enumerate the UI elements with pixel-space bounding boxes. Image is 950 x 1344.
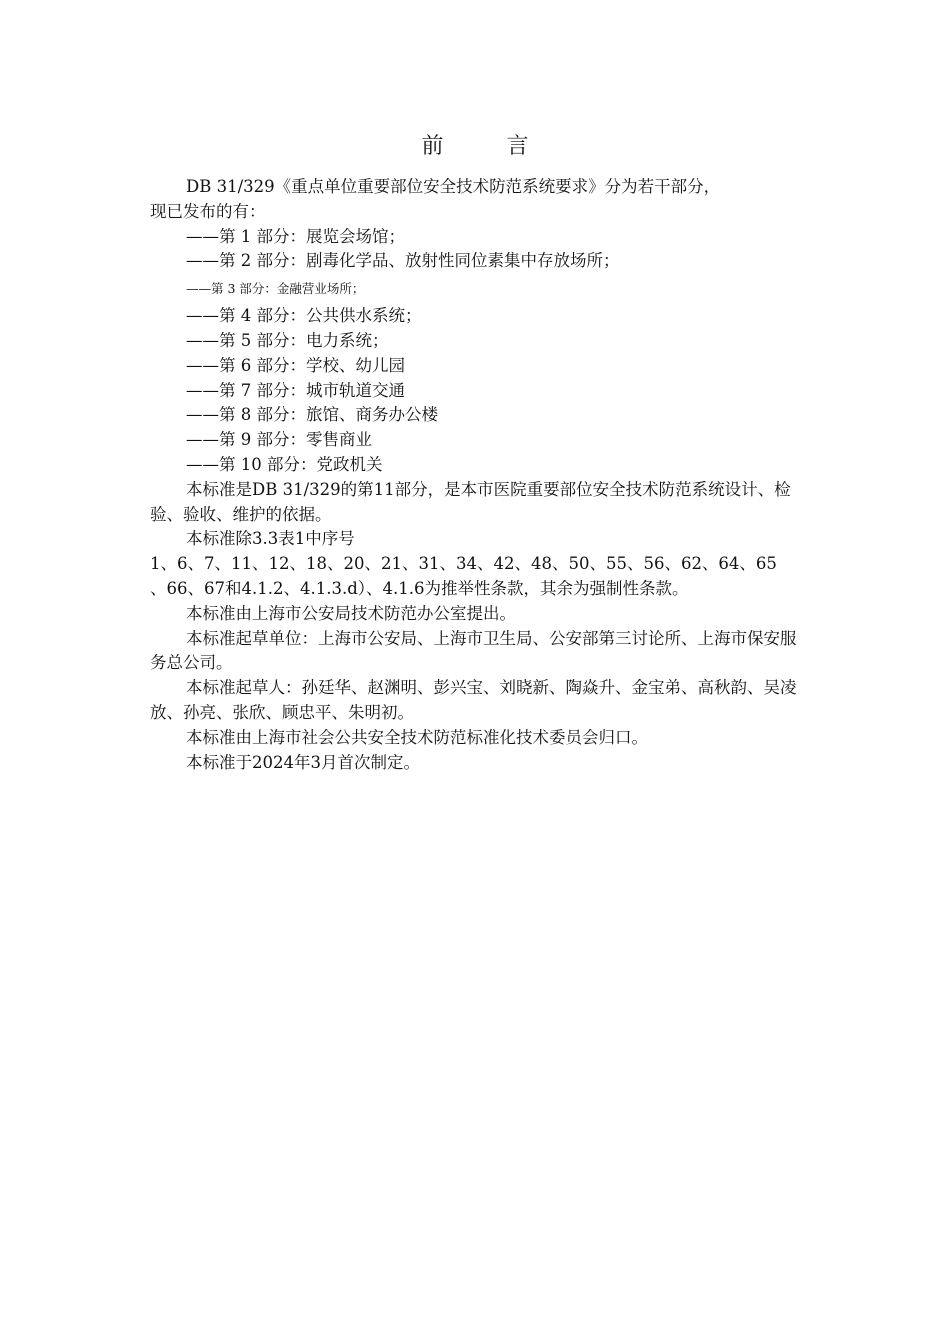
para-proposer: 本标准由上海市公安局技术防范办公室提出。 <box>186 603 516 623</box>
intro-line-2: 现已发布的有： <box>150 201 266 221</box>
part-item-5: ——第 5 部分：电力系统； <box>186 330 389 350</box>
para-clauses-line-1: 本标准除3.3表1中序号 <box>186 529 355 549</box>
para-first-issue: 本标准于2024年3月首次制定。 <box>186 752 420 772</box>
para-drafting-units: 本标准起草单位：上海市公安局、上海市卫生局、公安部第三讨论所、上海市保安服务总公司。 <box>150 628 797 673</box>
part-item-10: ——第 10 部分：党政机关 <box>186 454 383 474</box>
part-item-1: ——第 1 部分：展览会场馆； <box>186 226 405 246</box>
part-item-3: ——第 3 部分：金融营业场所； <box>186 281 365 297</box>
page-title: 前 言 <box>421 134 557 159</box>
para-drafters: 本标准起草人：孙廷华、赵渊明、彭兴宝、刘晓新、陶焱升、金宝弟、高秋韵、吴凌放、孙亮、张欣、顾忠平、朱明初。 <box>150 678 797 722</box>
foreword-body <box>150 175 810 775</box>
part-item-2: ——第 2 部分：剧毒化学品、放射性同位素集中存放场所； <box>186 251 620 271</box>
para-centralized: 本标准由上海市社会公共安全技术防范标准化技术委员会归口。 <box>186 727 648 747</box>
part-item-7: ——第 7 部分：城市轨道交通 <box>186 380 405 400</box>
part-item-4: ——第 4 部分：公共供水系统； <box>186 306 422 326</box>
part-item-8: ——第 8 部分：旅馆、商务办公楼 <box>186 405 438 425</box>
para-scope: 本标准是DB 31/329的第11部分，是本市医院重要部位安全技术防范系统设计、检验、验收、维护的依据。 <box>150 479 791 524</box>
para-clauses-line-3: 、66、67和4.1.2、4.1.3.d）、4.1.6为推举性条款，其余为强制性条款。 <box>150 578 689 598</box>
part-item-9: ——第 9 部分：零售商业 <box>186 430 372 450</box>
part-item-6: ——第 6 部分：学校、幼儿园 <box>186 355 405 375</box>
para-clauses-line-2: 1、6、7、11、12、18、20、21、31、34、42、48、50、55、56、62、64、65 <box>150 554 777 574</box>
intro-line-1: DB 31/329《重点单位重要部位安全技术防范系统要求》分为若干部分， <box>186 177 721 196</box>
